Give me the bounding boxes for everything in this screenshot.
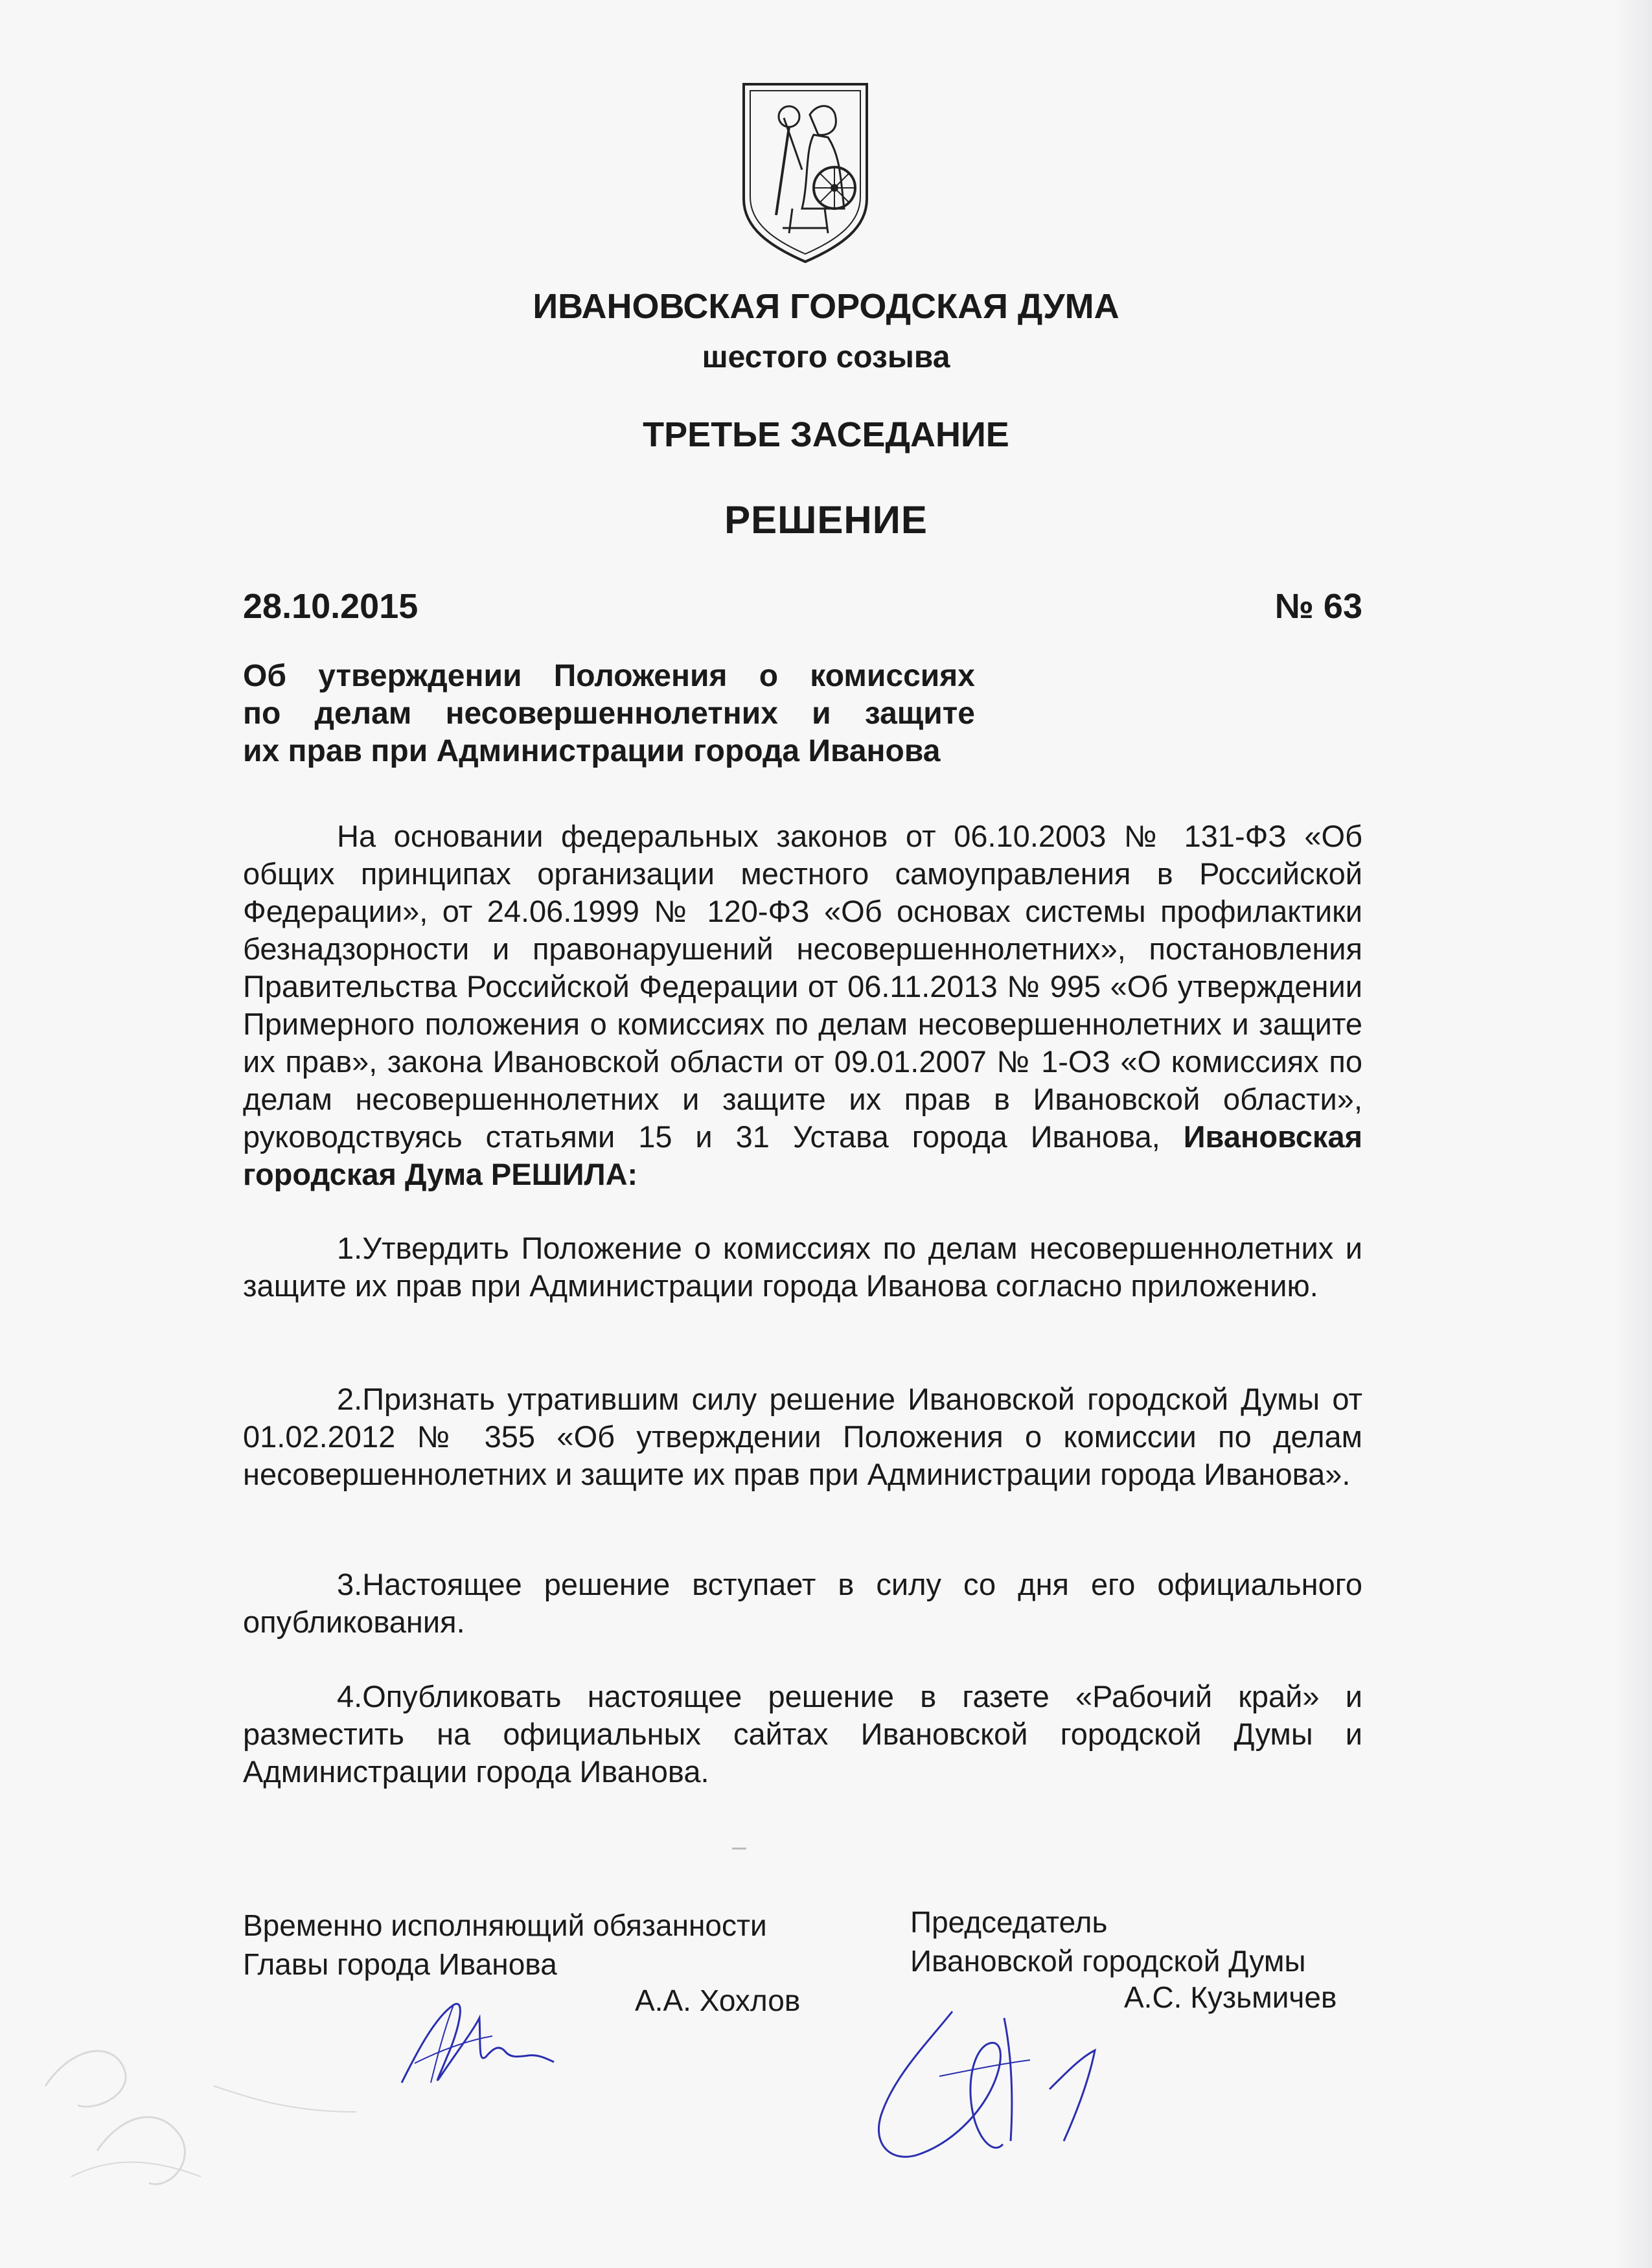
left-signatory-position: Временно исполняющий обязанности [243,1908,767,1942]
right-signature [855,1992,1127,2173]
right-signatory-name: А.С. Кузьмичев [1124,1980,1337,2014]
item-paragraph-1: 1.Утвердить Положение о комиссиях по делам несовершеннолетних и защите их прав при Администрации города Иванова согласно приложению. [243,1231,1362,1303]
convocation-subtitle: шестого созыва [702,340,950,374]
item-paragraph-2: 2.Признать утратившим силу решение Ивановской городской Думы от 01.02.2012 № 355 «Об утверждении Положения о комиссии по делам несовершеннолетних и защите их прав при Администрации города Иванова». [243,1382,1362,1491]
left-signatory-name: А.А. Хохлов [635,1984,801,2017]
organization-title: ИВАНОВСКАЯ ГОРОДСКАЯ ДУМА [533,287,1119,326]
left-signatory-position-2: Главы города Иванова [243,1947,557,1981]
faint-offset-imprint [19,1943,408,2216]
scan-mark [732,1848,746,1850]
preamble-paragraph [243,818,1362,1193]
right-signatory-position: Председатель [910,1905,1108,1939]
subject-line: по делам несовершеннолетних и защите [243,696,975,731]
document-subject [243,658,975,770]
right-signatory-position-2: Ивановской городской Думы [910,1944,1306,1978]
city-coat-of-arms-icon [737,79,873,267]
resolution-phrase: Ивановская городская Дума РЕШИЛА: [243,1119,1363,1191]
preamble-text: На основании федеральных законов от 06.10.2003 № 131-ФЗ «Об общих принципах организации местного самоуправления в Российской Федерации», от 24.06.1999 № 120-ФЗ «Об основах системы профилактики безнадзорности и правонарушений несовершеннолетних», постановления Правительства Российской Федерации от 06.11.2013 № 995 «Об утверждении Примерного положения о комиссиях по делам несовершеннолетних и защите их прав», закона Ивановской области от 09.01.2007 № 1-ОЗ «О комиссиях по делам несовершеннолетних и защите их прав в Ивановской области», руководствуясь статьями 15 и 31 Устава города Иванова, [243,819,1362,1154]
subject-line: Об утверждении Положения о комиссиях [243,659,975,693]
document-date: 28.10.2015 [243,587,419,626]
subject-line: их прав при Администрации города Иванова [243,734,941,768]
document-type-title: РЕШЕНИЕ [724,498,928,542]
document-number: № 63 [1274,587,1362,626]
session-title: ТРЕТЬЕ ЗАСЕДАНИЕ [643,415,1009,454]
item-paragraph-3: 3.Настоящее решение вступает в силу со дня его официального опубликования. [243,1567,1362,1639]
item-paragraph-4: 4.Опубликовать настоящее решение в газете «Рабочий край» и разместить на официальных сайтах Ивановской городской Думы и Администрации города Иванова. [243,1679,1362,1789]
